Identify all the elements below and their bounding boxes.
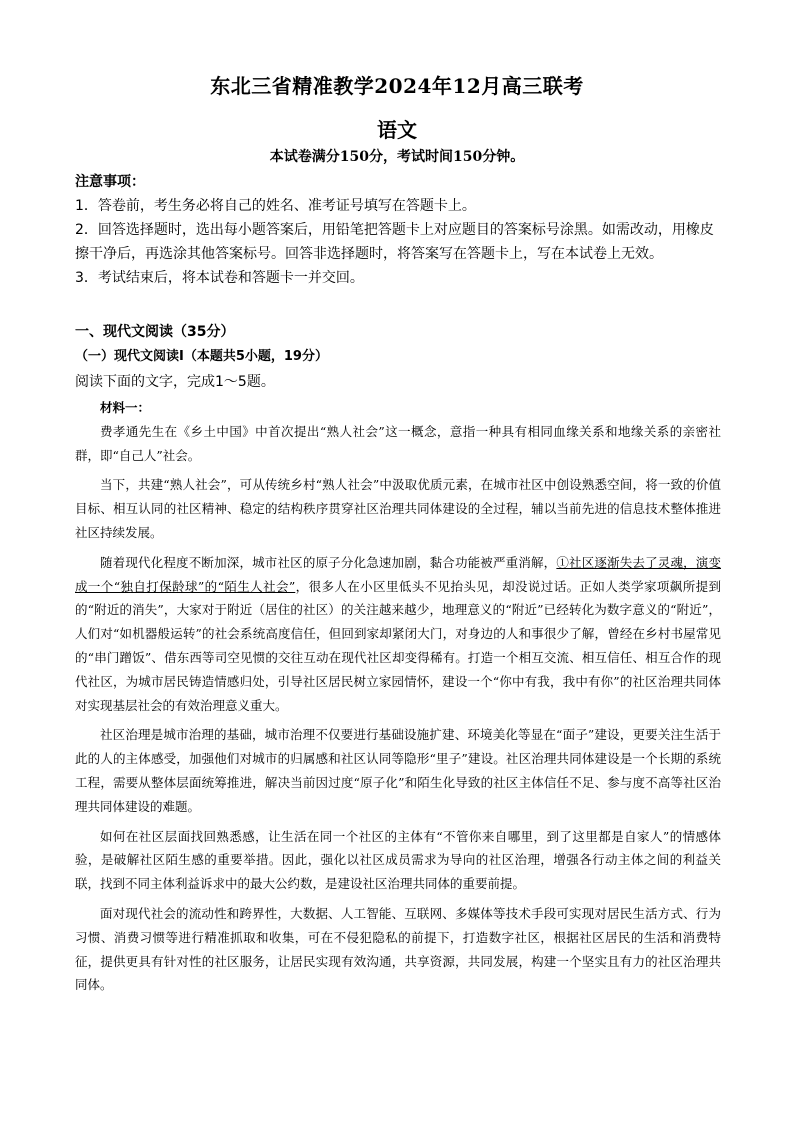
subject-title: 语文 (377, 118, 417, 142)
paragraph-text: ，很多人在小区里低头不见抬头见，却没说过话。正如人类学家项飙所提到的“附近的消失”，大家对于附近（居住的社区）的关注越来越少，地理意义的“附近”已经转化为数字意义的“附近”，人们对“如机器般运转”的社会系统高度信任，但回到家却紧闭大门，对身边的人和事很少了解，曾经在乡村书屋常见的“串门蹭饭”、借东西等司空见惯的交往互动在现代社区却变得稀有。打造一个相互交流、相互信任、相互合作的现代社区，为城市居民铸造情感归处，引导社区居民树立家园情怀，建设一个“你中有我，我中有你”的社区治理共同体对实现基层社会的有效治理意义重大。 (75, 578, 721, 713)
material-one (75, 396, 721, 997)
notes-heading: 注意事项： (75, 174, 145, 190)
exam-title: 东北三省精准教学2024年12月高三联考 (210, 74, 584, 98)
exam-info: 本试卷满分150分，考试时间150分钟。 (269, 149, 525, 165)
paragraph: 费孝通先生在《乡土中国》中首次提出“熟人社会”这一概念，意指一种具有相同血缘关系和地缘关系的亲密社群，即“自己人”社会。 (75, 423, 721, 463)
notes-section (75, 170, 725, 290)
part-title: 一、现代文阅读（35分） (75, 324, 235, 340)
material-label: 材料一： (100, 400, 151, 415)
paragraph: 面对现代社会的流动性和跨界性，大数据、人工智能、互联网、多媒体等技术手段可实现对居民生活方式、行为习惯、消费习惯等进行精准抓取和收集，可在不侵犯隐私的前提下，打造数字社区，根据社区居民的生活和消费特征，提供更具有针对性的社区服务，让居民实现有效沟通，共享资源，共同发展，构建一个坚实且有力的社区治理共同体。 (75, 905, 721, 993)
paragraph (75, 551, 721, 718)
paragraph: 如何在社区层面找回熟悉感，让生活在同一个社区的主体有“不管你来自哪里，到了这里都是自家人”的情感体验，是破解社区陌生感的重要举措。因此，强化以社区成员需求为导向的社区治理，增强各行动主体之间的利益关联，找到不同主体利益诉求中的最大公约数，是建设社区治理共同体的重要前提。 (75, 828, 721, 892)
underlined-sentence: ①社区逐渐失去了灵魂，演变成一个“独自打保龄球”的“陌生人社会” (75, 554, 721, 594)
sub-title: （一）现代文阅读Ⅰ（本题共5小题，19分） (75, 349, 328, 364)
paragraph: 当下，共建“熟人社会”，可从传统乡村“熟人社会”中汲取优质元素，在城市社区中创设熟悉空间，将一致的价值目标、相互认同的社区精神、稳定的结构秩序贯穿社区治理共同体建设的全过程，辅以当前先进的信息技术整体推进社区持续发展。 (75, 477, 721, 540)
instruction: 阅读下面的文字，完成1～5题。 (75, 374, 275, 390)
paragraph: 社区治理是城市治理的基础，城市治理不仅要进行基础设施扩建、环境美化等显在“面子”建设，更要关注生活于此的人的主体感受，加强他们对城市的归属感和社区认同等隐形“里子”建设。社区治理共同体建设是一个长期的系统工程，需要从整体层面统筹推进，解决当前因过度“原子化”和陌生化导致的社区主体信任不足、参与度不高等社区治理共同体建设的难题。 (75, 727, 721, 814)
note-item: 1．答卷前，考生务必将自己的姓名、准考证号填写在答题卡上。 (75, 198, 476, 214)
paragraph-text: 随着现代化程度不断加深，城市社区的原子分化急速加剧，黏合功能被严重消解， (100, 554, 557, 570)
note-item: 3．考试结束后，将本试卷和答题卡一并交回。 (75, 270, 364, 286)
note-item: 2．回答选择题时，选出每小题答案后，用铅笔把答题卡上对应题目的答案标号涂黑。如需改动，用橡皮擦干净后，再选涂其他答案标号。回答非选择题时，将答案写在答题卡上，写在本试卷上无效。 (75, 222, 714, 262)
